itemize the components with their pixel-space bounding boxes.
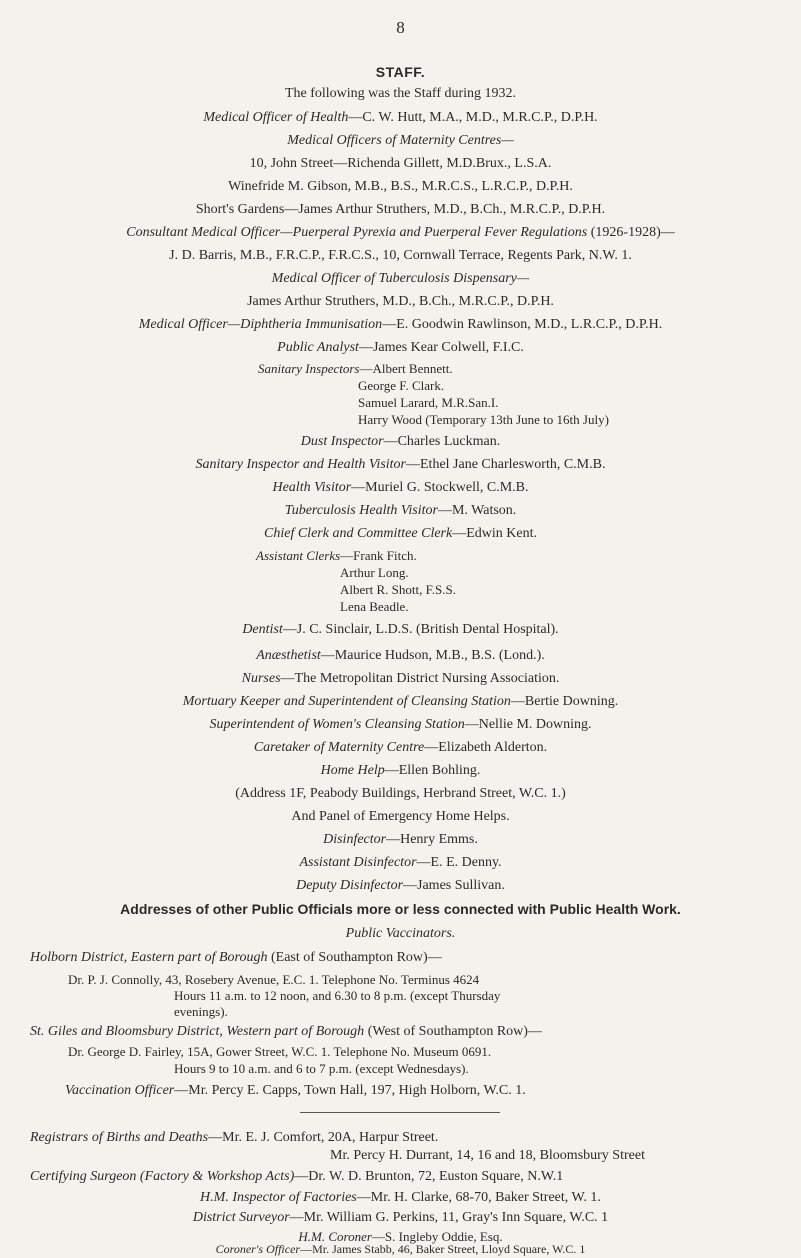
clerks-other-1: Arthur Long. <box>340 565 409 580</box>
nurses-entry: Nurses—The Metropolitan District Nursing Association. <box>241 671 560 686</box>
hv-entry: Health Visitor—Muriel G. Stockwell, C.M.B. <box>272 480 529 495</box>
addresses-heading: Addresses of other Public Officials more or less connected with Public Health Work. <box>120 901 681 917</box>
panel-line: And Panel of Emergency Home Helps. <box>291 809 510 824</box>
diphtheria-entry: Medical Officer—Diphtheria Immunisation—E. Goodwin Rawlinson, M.D., L.R.C.P., D.P.H. <box>138 317 663 332</box>
intro-line: The following was the Staff during 1932. <box>284 86 517 101</box>
holborn-line-3: evenings). <box>174 1004 228 1019</box>
dust-entry: Dust Inspector—Charles Luckman. <box>300 434 501 449</box>
clerks-entry: Assistant Clerks—Frank Fitch. <box>256 548 417 563</box>
holborn-line-2: Hours 11 a.m. to 12 noon, and 6.30 to 8 p.m. (except Thursday <box>174 988 501 1003</box>
maternity-heading: Medical Officers of Maternity Centres— <box>287 133 514 148</box>
chief-clerk-entry: Chief Clerk and Committee Clerk—Edwin Kent. <box>264 526 537 541</box>
sanitary-other-3: Harry Wood (Temporary 13th June to 16th July) <box>358 412 609 427</box>
caretaker-entry: Caretaker of Maternity Centre—Elizabeth Alderton. <box>253 740 548 755</box>
divider <box>300 1112 500 1113</box>
consultant-line-2: J. D. Barris, M.B., F.R.C.P., F.R.C.S., 10, Cornwall Terrace, Regents Park, N.W. 1. <box>169 248 632 263</box>
district-surveyor-entry: District Surveyor—Mr. William G. Perkins, 11, Gray's Inn Square, W.C. 1 <box>192 1210 609 1225</box>
analyst-entry: Public Analyst—James Kear Colwell, F.I.C. <box>277 340 524 355</box>
tbhv-entry: Tuberculosis Health Visitor—M. Watson. <box>284 503 517 518</box>
disinfector-entry: Disinfector—Henry Emms. <box>323 832 478 847</box>
maternity-line-1: 10, John Street—Richenda Gillett, M.D.Brux., L.S.A. <box>249 156 552 171</box>
sanitary-entry: Sanitary Inspectors—Albert Bennett. <box>258 361 453 376</box>
clerks-other-2: Albert R. Shott, F.S.S. <box>340 582 456 597</box>
stgiles-line-1: Dr. George D. Fairley, 15A, Gower Street, W.C. 1. Telephone No. Museum 0691. <box>68 1044 492 1059</box>
coroner-entry: H.M. Coroner—S. Ingleby Oddie, Esq. <box>298 1229 503 1244</box>
clerks-other-3: Lena Beadle. <box>340 599 409 614</box>
registrars-line-2: Mr. Percy H. Durrant, 14, 16 and 18, Bloomsbury Street <box>330 1148 645 1163</box>
deputy-disinfector-entry: Deputy Disinfector—James Sullivan. <box>296 878 505 893</box>
certifying-surgeon-entry: Certifying Surgeon (Factory & Workshop Acts)—Dr. W. D. Brunton, 72, Euston Square, N.W.1 <box>30 1169 564 1184</box>
factories-inspector-entry: H.M. Inspector of Factories—Mr. H. Clarke, 68-70, Baker Street, W. 1. <box>200 1190 601 1205</box>
sanitary-other-1: George F. Clark. <box>358 378 445 393</box>
holborn-entry: Holborn District, Eastern part of Borough (East of Southampton Row)— <box>30 950 442 965</box>
moh-entry: Medical Officer of Health—C. W. Hutt, M.A., M.D., M.R.C.P., D.P.H. <box>203 110 598 125</box>
holborn-line-1: Dr. P. J. Connolly, 43, Rosebery Avenue, E.C. 1. Telephone No. Terminus 4624 <box>68 972 480 987</box>
womens-station-entry: Superintendent of Women's Cleansing Station—Nellie M. Downing. <box>209 717 592 732</box>
page-title: STAFF. <box>375 64 426 80</box>
sanitary-other-2: Samuel Larard, M.R.San.I. <box>358 395 499 410</box>
maternity-line-2: Winefride M. Gibson, M.B., B.S., M.R.C.S., L.R.C.P., D.P.H. <box>228 179 573 194</box>
consultant-entry: Consultant Medical Officer—Puerperal Pyrexia and Puerperal Fever Regulations (1926-1928)— <box>126 225 675 240</box>
sihv-entry: Sanitary Inspector and Health Visitor—Ethel Jane Charlesworth, C.M.B. <box>195 457 606 472</box>
maternity-line-3: Short's Gardens—James Arthur Struthers, M.D., B.Ch., M.R.C.P., D.P.H. <box>195 202 606 217</box>
home-help-entry: Home Help—Ellen Bohling. <box>320 763 481 778</box>
vaccinators-heading: Public Vaccinators. <box>345 926 456 941</box>
address-line: (Address 1F, Peabody Buildings, Herbrand Street, W.C. 1.) <box>235 786 566 801</box>
dentist-entry: Dentist—J. C. Sinclair, L.D.S. (British Dental Hospital). <box>242 622 559 637</box>
page-number: 8 <box>396 18 405 37</box>
mortuary-entry: Mortuary Keeper and Superintendent of Cleansing Station—Bertie Downing. <box>182 694 619 709</box>
tb-line: James Arthur Struthers, M.D., B.Ch., M.R.C.P., D.P.H. <box>247 294 554 309</box>
asst-disinfector-entry: Assistant Disinfector—E. E. Denny. <box>299 855 502 870</box>
registrars-entry: Registrars of Births and Deaths—Mr. E. J. Comfort, 20A, Harpur Street. <box>30 1130 439 1145</box>
vaccination-officer-entry: Vaccination Officer—Mr. Percy E. Capps, Town Hall, 197, High Holborn, W.C. 1. <box>65 1083 526 1098</box>
tb-heading: Medical Officer of Tuberculosis Dispensary— <box>271 271 530 286</box>
coroners-officer-entry: Coroner's Officer—Mr. James Stabb, 46, Baker Street, Lloyd Square, W.C. 1 <box>215 1242 586 1256</box>
stgiles-entry: St. Giles and Bloomsbury District, Western part of Borough (West of Southampton Row)— <box>30 1024 542 1039</box>
stgiles-line-2: Hours 9 to 10 a.m. and 6 to 7 p.m. (except Wednesdays). <box>174 1061 469 1076</box>
anaesthetist-entry: Anæsthetist—Maurice Hudson, M.B., B.S. (Lond.). <box>256 648 545 663</box>
